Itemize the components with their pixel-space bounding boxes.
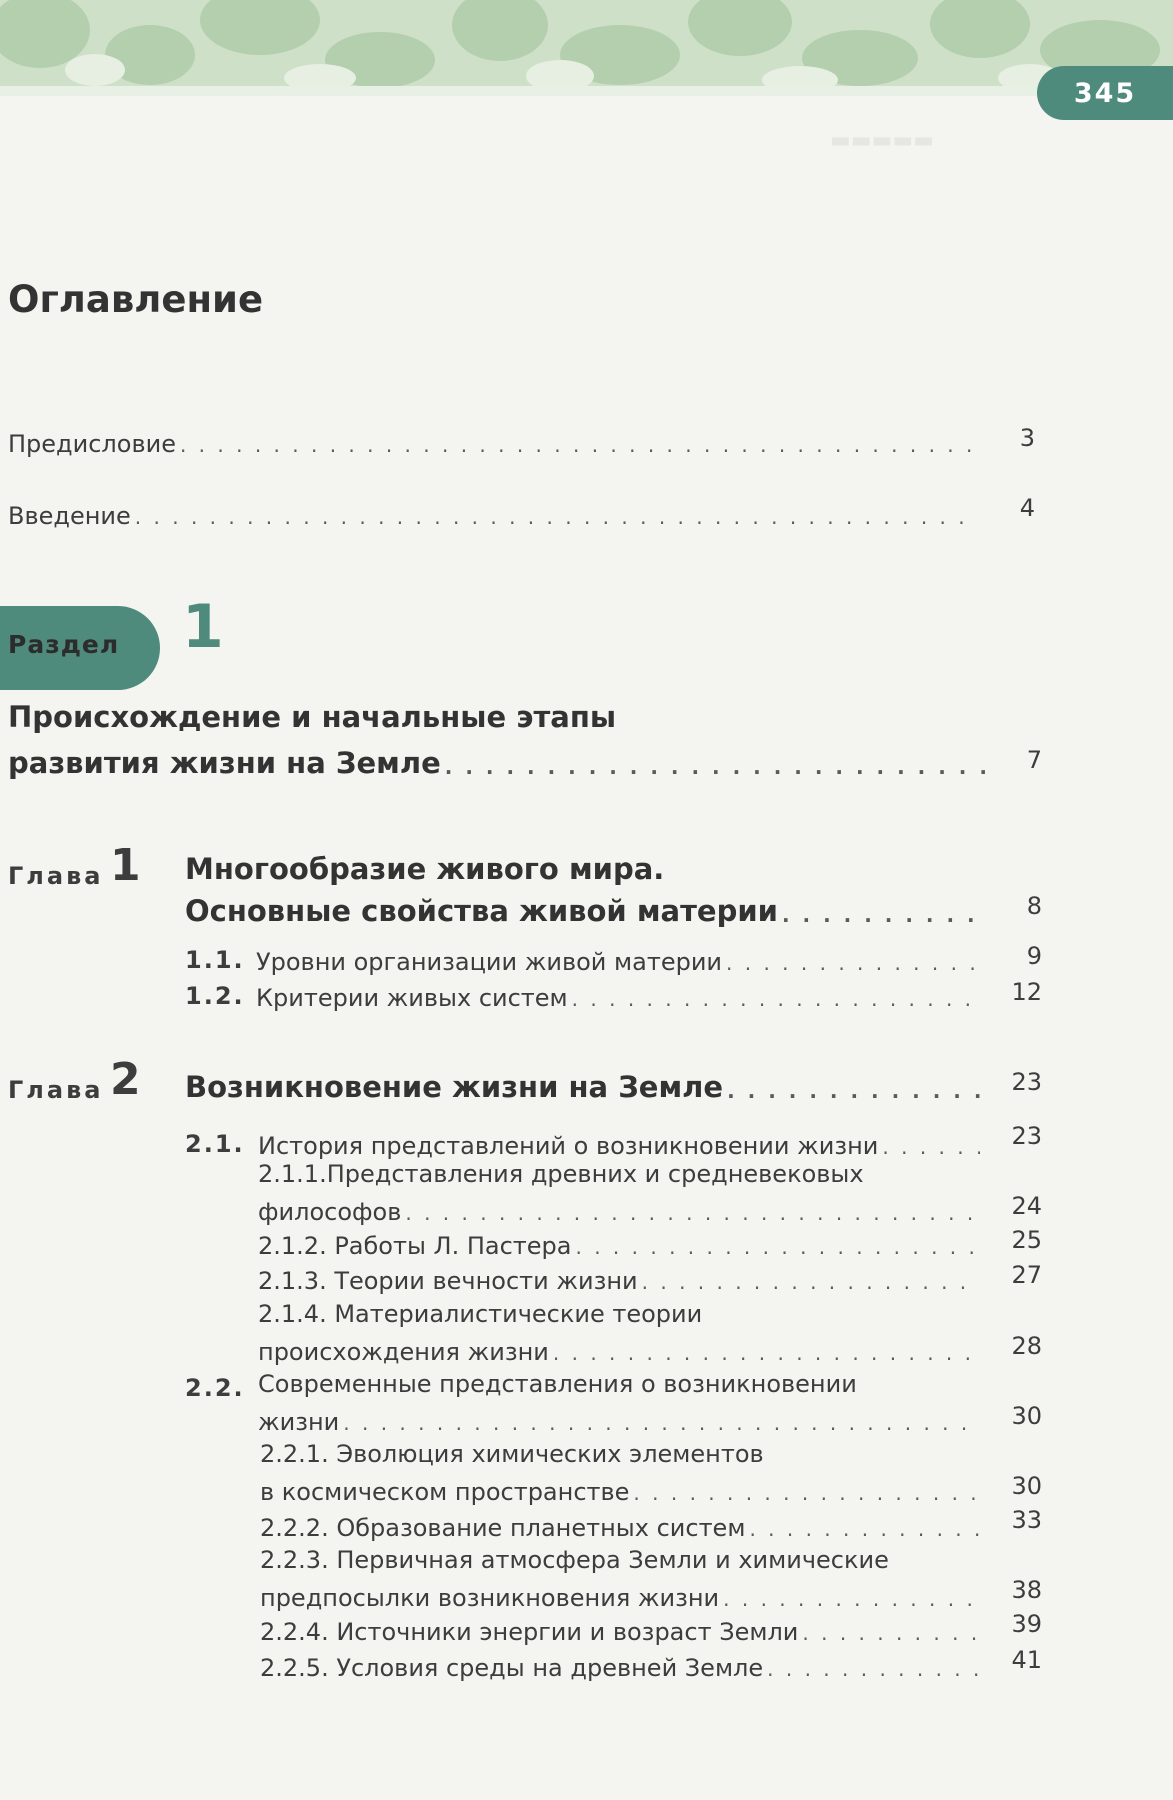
entry-title-line1: 2.1.4. Материалистические теории [258,1300,703,1328]
entry-title-line1: 2.1.1.Представления древних и средневековых [258,1160,864,1188]
page-number-badge: 345 [1037,66,1173,120]
entry-title: жизни [258,1408,340,1436]
section-number: 1 [182,592,224,662]
page-ref: 23 [1011,1122,1042,1150]
entry-title: в космическом пространстве [260,1478,630,1506]
entry-title: Критерии живых систем [256,984,568,1012]
page-ref: 30 [1011,1402,1042,1430]
chapter-number: 2 [110,1054,141,1105]
entry-title-line1: 2.2.3. Первичная атмосфера Земли и химические [260,1546,889,1574]
dot-leader [749,1516,980,1542]
toc-entry-2-2-4[interactable] [260,1612,980,1646]
dot-leader [445,754,988,780]
page-ref: 4 [1019,494,1035,522]
page-ref: 25 [1011,1226,1042,1254]
toc-entry-chapter-1[interactable] [185,888,980,928]
section-title-line1: Происхождение и начальные этапы [8,700,617,734]
entry-title: Предисловие [8,430,176,458]
entry-title: 2.2.2. Образование планетных систем [260,1514,746,1542]
dot-leader [576,1234,981,1260]
entry-title-line1: 2.2.1. Эволюция химических элементов [260,1440,764,1468]
dot-leader [782,902,980,928]
entry-title: Уровни организации живой материи [256,948,723,976]
toc-entry-2-2-2[interactable] [260,1508,980,1542]
dot-leader [723,1586,980,1612]
entry-title: 2.1.3. Теории вечности жизни [258,1267,638,1295]
page-ref: 8 [1026,892,1042,920]
dot-leader [553,1340,980,1366]
toc-entry-chapter-2[interactable] [185,1064,980,1104]
show-through-text: ▬▬▬▬▬ [830,128,934,153]
entry-title: Основные свойства живой материи [185,894,778,928]
dot-leader [135,504,978,530]
toc-entry-2-1-4[interactable] [258,1332,980,1366]
dot-leader [882,1134,980,1160]
entry-title: Возникновение жизни на Земле [185,1070,724,1104]
dot-leader [572,986,980,1012]
toc-entry-2-1[interactable] [258,1126,980,1160]
toc-entry-1-1[interactable] [256,942,980,976]
leaf-banner [0,0,1173,96]
page-ref: 12 [1011,978,1042,1006]
entry-title: 2.2.5. Условия среды на древней Земле [260,1654,764,1682]
toc-entry-2-1-2[interactable] [258,1226,980,1260]
leaf-pattern-icon [0,0,1173,96]
toc-entry-2-2-1[interactable] [260,1472,980,1506]
page-ref: 23 [1011,1068,1042,1096]
page-ref: 7 [1026,746,1042,774]
toc-entry-2-2-5[interactable] [260,1648,980,1682]
subsection-number: 2.1. [185,1130,245,1158]
entry-title: развития жизни на Земле [8,746,441,780]
dot-leader [405,1200,980,1226]
entry-title: происхождения жизни [258,1338,549,1366]
page-ref: 39 [1011,1610,1042,1638]
dot-leader [180,432,978,458]
page-ref: 28 [1011,1332,1042,1360]
toc-entry-section-1[interactable] [8,740,988,780]
section-label: Раздел [8,630,120,659]
page-ref: 27 [1011,1261,1042,1289]
toc-title: Оглавление [8,278,264,321]
entry-title: философов [258,1198,402,1226]
toc-entry-introduction[interactable] [8,496,978,530]
chapter-title-line1: Многообразие живого мира. [185,852,665,886]
toc-entry-2-1-1[interactable] [258,1192,980,1226]
toc-entry-1-2[interactable] [256,978,980,1012]
toc-entry-2-2[interactable] [258,1402,980,1436]
chapter-label: Глава [8,1076,104,1104]
toc-entry-preface[interactable] [8,424,978,458]
dot-leader [633,1480,980,1506]
dot-leader [767,1656,980,1682]
page-ref: 30 [1011,1472,1042,1500]
subsection-number: 1.1. [185,946,245,974]
dot-leader [727,1078,980,1104]
page-ref: 38 [1011,1576,1042,1604]
page-ref: 33 [1011,1506,1042,1534]
chapter-label: Глава [8,862,104,890]
entry-title: Введение [8,502,131,530]
dot-leader [343,1410,980,1436]
page-ref: 3 [1019,424,1035,452]
page-ref: 41 [1011,1646,1042,1674]
dot-leader [726,950,980,976]
dot-leader [642,1269,980,1295]
entry-title: предпосылки возникновения жизни [260,1584,720,1612]
subsection-number: 2.2. [185,1374,245,1402]
entry-title: История представлений о возникновении жизни [258,1132,879,1160]
subsection-number: 1.2. [185,982,245,1010]
entry-title: 2.1.2. Работы Л. Пастера [258,1232,572,1260]
chapter-number: 1 [110,840,141,891]
page-ref: 24 [1011,1192,1042,1220]
toc-entry-2-1-3[interactable] [258,1261,980,1295]
entry-title-line1: Современные представления о возникновении [258,1370,857,1398]
entry-title: 2.2.4. Источники энергии и возраст Земли [260,1618,799,1646]
toc-entry-2-2-3[interactable] [260,1578,980,1612]
page-ref: 9 [1026,942,1042,970]
dot-leader [802,1620,980,1646]
